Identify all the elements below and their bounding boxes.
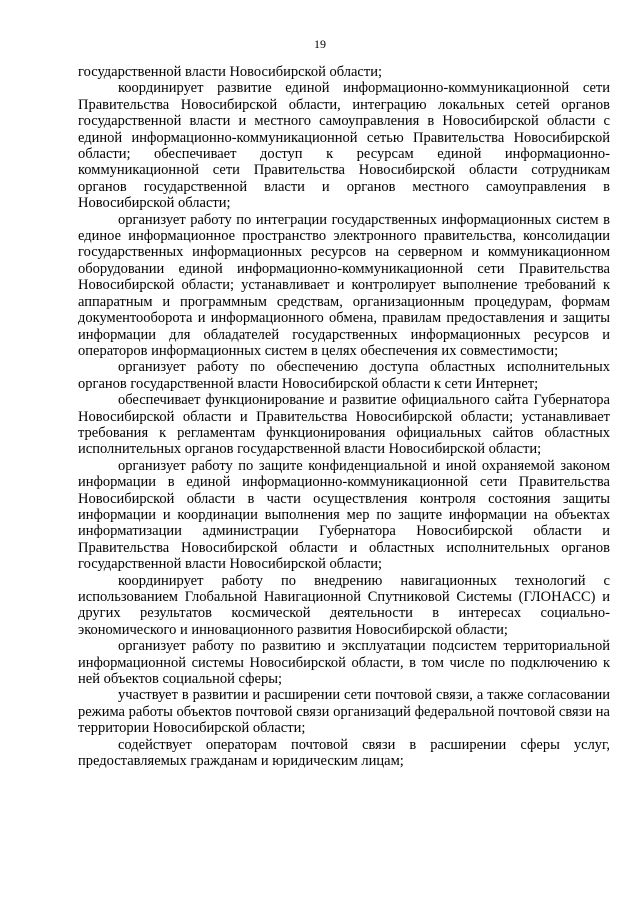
paragraph: координирует развитие единой информационно-коммуникационной сети Правительства Новосибирской области, интеграцию локальных сетей органов государственной власти и местного самоуправления в Новосибирской области с единой информационно-коммуникационной сетью Правительства Новосибирской области; обеспечивает доступ к ресурсам единой информационно-коммуникационной сети Правительства Новосибирской области сотрудникам органов государственной власти и органов местного самоуправления в Новосибирской области; (78, 80, 610, 212)
paragraph: организует работу по интеграции государственных информационных систем в единое информационное пространство электронного правительства, консолидации государственных информационных ресурсов на серверном и коммуникационном оборудовании единой информационно-коммуникационной сети Правительства Новосибирской области; устанавливает и контролирует выполнение требований к аппаратным и программным средствам, организационным процедурам, формам документооборота и информационного обмена, правилам предоставления и защиты информации для обладателей государственных информационных ресурсов и операторов информационных систем в целях обеспечения их совместимости; (78, 211, 610, 359)
paragraph: содействует операторам почтовой связи в расширении сферы услуг, предоставляемых гражданам и юридическим лицам; (78, 736, 610, 770)
paragraph: организует работу по развитию и эксплуатации подсистем территориальной информационной системы Новосибирской области, в том числе по подключению к ней объектов социальной сферы; (78, 638, 610, 688)
paragraph-continuation: государственной власти Новосибирской области; (78, 64, 382, 80)
paragraph: участвует в развитии и расширении сети почтовой связи, а также согласовании режима работы объектов почтовой связи организаций федеральной почтовой связи на территории Новосибирской области; (78, 687, 610, 737)
paragraph: координирует работу по внедрению навигационных технологий с использованием Глобальной Навигационной Спутниковой Системы (ГЛОНАСС) и других результатов космической деятельности в интересах социально-экономического и инновационного развития Новосибирской области; (78, 572, 610, 638)
document-body (78, 64, 610, 769)
page-number: 19 (314, 37, 326, 51)
paragraph: организует работу по защите конфиденциальной и иной охраняемой законом информации в единой информационно-коммуникационной сети Правительства Новосибирской области в части осуществления контроля состояния защиты информации и координации выполнения мер по защите информации на объектах информатизации администрации Губернатора Новосибирской области и Правительства Новосибирской области и областных исполнительных органов государственной власти Новосибирской области; (78, 457, 610, 573)
paragraph: организует работу по обеспечению доступа областных исполнительных органов государственной власти Новосибирской области к сети Интернет; (78, 359, 610, 392)
paragraph: обеспечивает функционирование и развитие официального сайта Губернатора Новосибирской области и Правительства Новосибирской области; устанавливает требования к регламентам функционирования официальных сайтов областных исполнительных органов государственной власти Новосибирской области; (78, 392, 610, 458)
